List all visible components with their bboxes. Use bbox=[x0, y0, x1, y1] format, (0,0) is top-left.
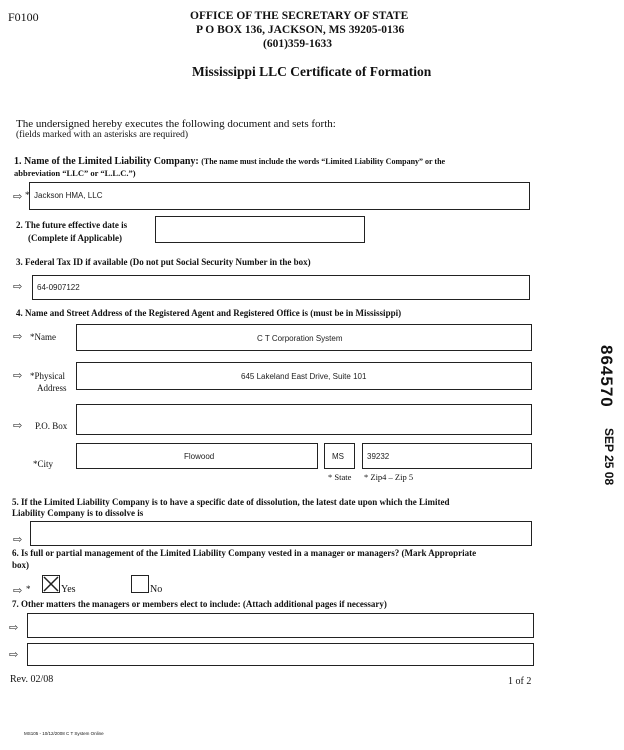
yes-checkbox[interactable] bbox=[42, 575, 60, 593]
q7-arrow-icon-1: ⇨ bbox=[9, 622, 19, 634]
pobox-field[interactable] bbox=[76, 404, 532, 435]
physical-address-field[interactable] bbox=[76, 362, 532, 390]
intro-text: The undersigned hereby executes the following document and sets forth: bbox=[16, 118, 336, 130]
revision-label: Rev. 02/08 bbox=[10, 674, 54, 685]
physical-address-label-2: Address bbox=[37, 383, 67, 393]
city-field[interactable] bbox=[76, 443, 318, 469]
q1-required-mark: * bbox=[25, 190, 30, 200]
agent-name-value: C T Corporation System bbox=[257, 334, 343, 343]
no-label: No bbox=[150, 584, 163, 595]
agent-name-field[interactable] bbox=[76, 324, 532, 351]
checkmark-x-icon bbox=[43, 576, 59, 592]
state-label: * State bbox=[328, 472, 352, 482]
zip-field[interactable] bbox=[362, 443, 532, 469]
other-matters-field-1[interactable] bbox=[27, 613, 534, 638]
q1-note: abbreviation “LLC” or “L.L.C.”) bbox=[14, 168, 136, 178]
page-title: Mississippi LLC Certificate of Formation bbox=[192, 64, 432, 79]
form-code: F0100 bbox=[8, 10, 39, 24]
tax-id-value: 64-0907122 bbox=[37, 283, 80, 292]
q6-arrow-icon: ⇨ bbox=[13, 585, 23, 597]
office-name: OFFICE OF THE SECRETARY OF STATE bbox=[190, 10, 409, 22]
filing-number-stamp: 864570 bbox=[597, 345, 616, 408]
zip-value: 39232 bbox=[367, 452, 390, 461]
office-phone: (601)359-1633 bbox=[263, 38, 332, 50]
q1-label: 1. Name of the Limited Liability Company: (The name must include the words “Limited Liability Company” or the bbox=[14, 156, 446, 167]
required-note: (fields marked with an asterisks are required) bbox=[16, 130, 188, 140]
q4-label: 4. Name and Street Address of the Registered Agent and Registered Office is (must be in Mississippi) bbox=[16, 308, 402, 318]
physical-arrow-icon: ⇨ bbox=[13, 370, 23, 382]
q7-label: 7. Other matters the managers or members elect to include: (Attach additional pages if necessary) bbox=[12, 599, 387, 609]
q1-arrow-icon: ⇨ bbox=[13, 191, 23, 203]
q3-label: 3. Federal Tax ID if available (Do not put Social Security Number in the box) bbox=[16, 257, 311, 267]
system-note: MS105 - 10/12/2008 C T System Online bbox=[24, 731, 104, 736]
yes-label: Yes bbox=[61, 584, 76, 595]
physical-address-value: 645 Lakeland East Drive, Suite 101 bbox=[241, 372, 367, 381]
page-number: 1 of 2 bbox=[508, 676, 532, 687]
q5-label-2: Liability Company is to dissolve is bbox=[12, 508, 144, 518]
state-value: MS bbox=[332, 452, 344, 461]
name-arrow-icon: ⇨ bbox=[13, 331, 23, 343]
q3-arrow-icon: ⇨ bbox=[13, 281, 23, 293]
pobox-arrow-icon: ⇨ bbox=[13, 420, 23, 432]
q6-label: 6. Is full or partial management of the Limited Liability Company vested in a manager or managers? (Mark Appropriate bbox=[12, 548, 477, 558]
llc-name-value: Jackson HMA, LLC bbox=[34, 191, 103, 200]
agent-name-label: *Name bbox=[30, 332, 56, 342]
dissolution-date-field[interactable] bbox=[30, 521, 532, 546]
other-matters-field-2[interactable] bbox=[27, 643, 534, 666]
city-value: Flowood bbox=[184, 452, 215, 461]
q7-arrow-icon-2: ⇨ bbox=[9, 649, 19, 661]
q5-label: 5. If the Limited Liability Company is to have a specific date of dissolution, the latest date upon which the Limited bbox=[12, 497, 450, 507]
tax-id-field[interactable] bbox=[32, 275, 530, 300]
pobox-label: P.O. Box bbox=[35, 421, 68, 431]
q2-note: (Complete if Applicable) bbox=[28, 233, 122, 243]
q6-label-2: box) bbox=[12, 560, 30, 570]
no-checkbox[interactable] bbox=[131, 575, 149, 593]
q6-required-mark: * bbox=[26, 584, 31, 594]
filing-date-stamp: SEP 25 08 bbox=[602, 428, 616, 486]
state-field[interactable] bbox=[324, 443, 355, 469]
q2-label: 2. The future effective date is bbox=[16, 220, 128, 230]
effective-date-field[interactable] bbox=[155, 216, 365, 243]
office-address: P O BOX 136, JACKSON, MS 39205-0136 bbox=[196, 24, 405, 36]
city-label: *City bbox=[33, 459, 54, 469]
zip-label: * Zip4 – Zip 5 bbox=[364, 472, 414, 482]
q5-arrow-icon: ⇨ bbox=[13, 534, 23, 546]
llc-name-field[interactable] bbox=[29, 182, 530, 210]
physical-address-label: *Physical bbox=[30, 371, 65, 381]
